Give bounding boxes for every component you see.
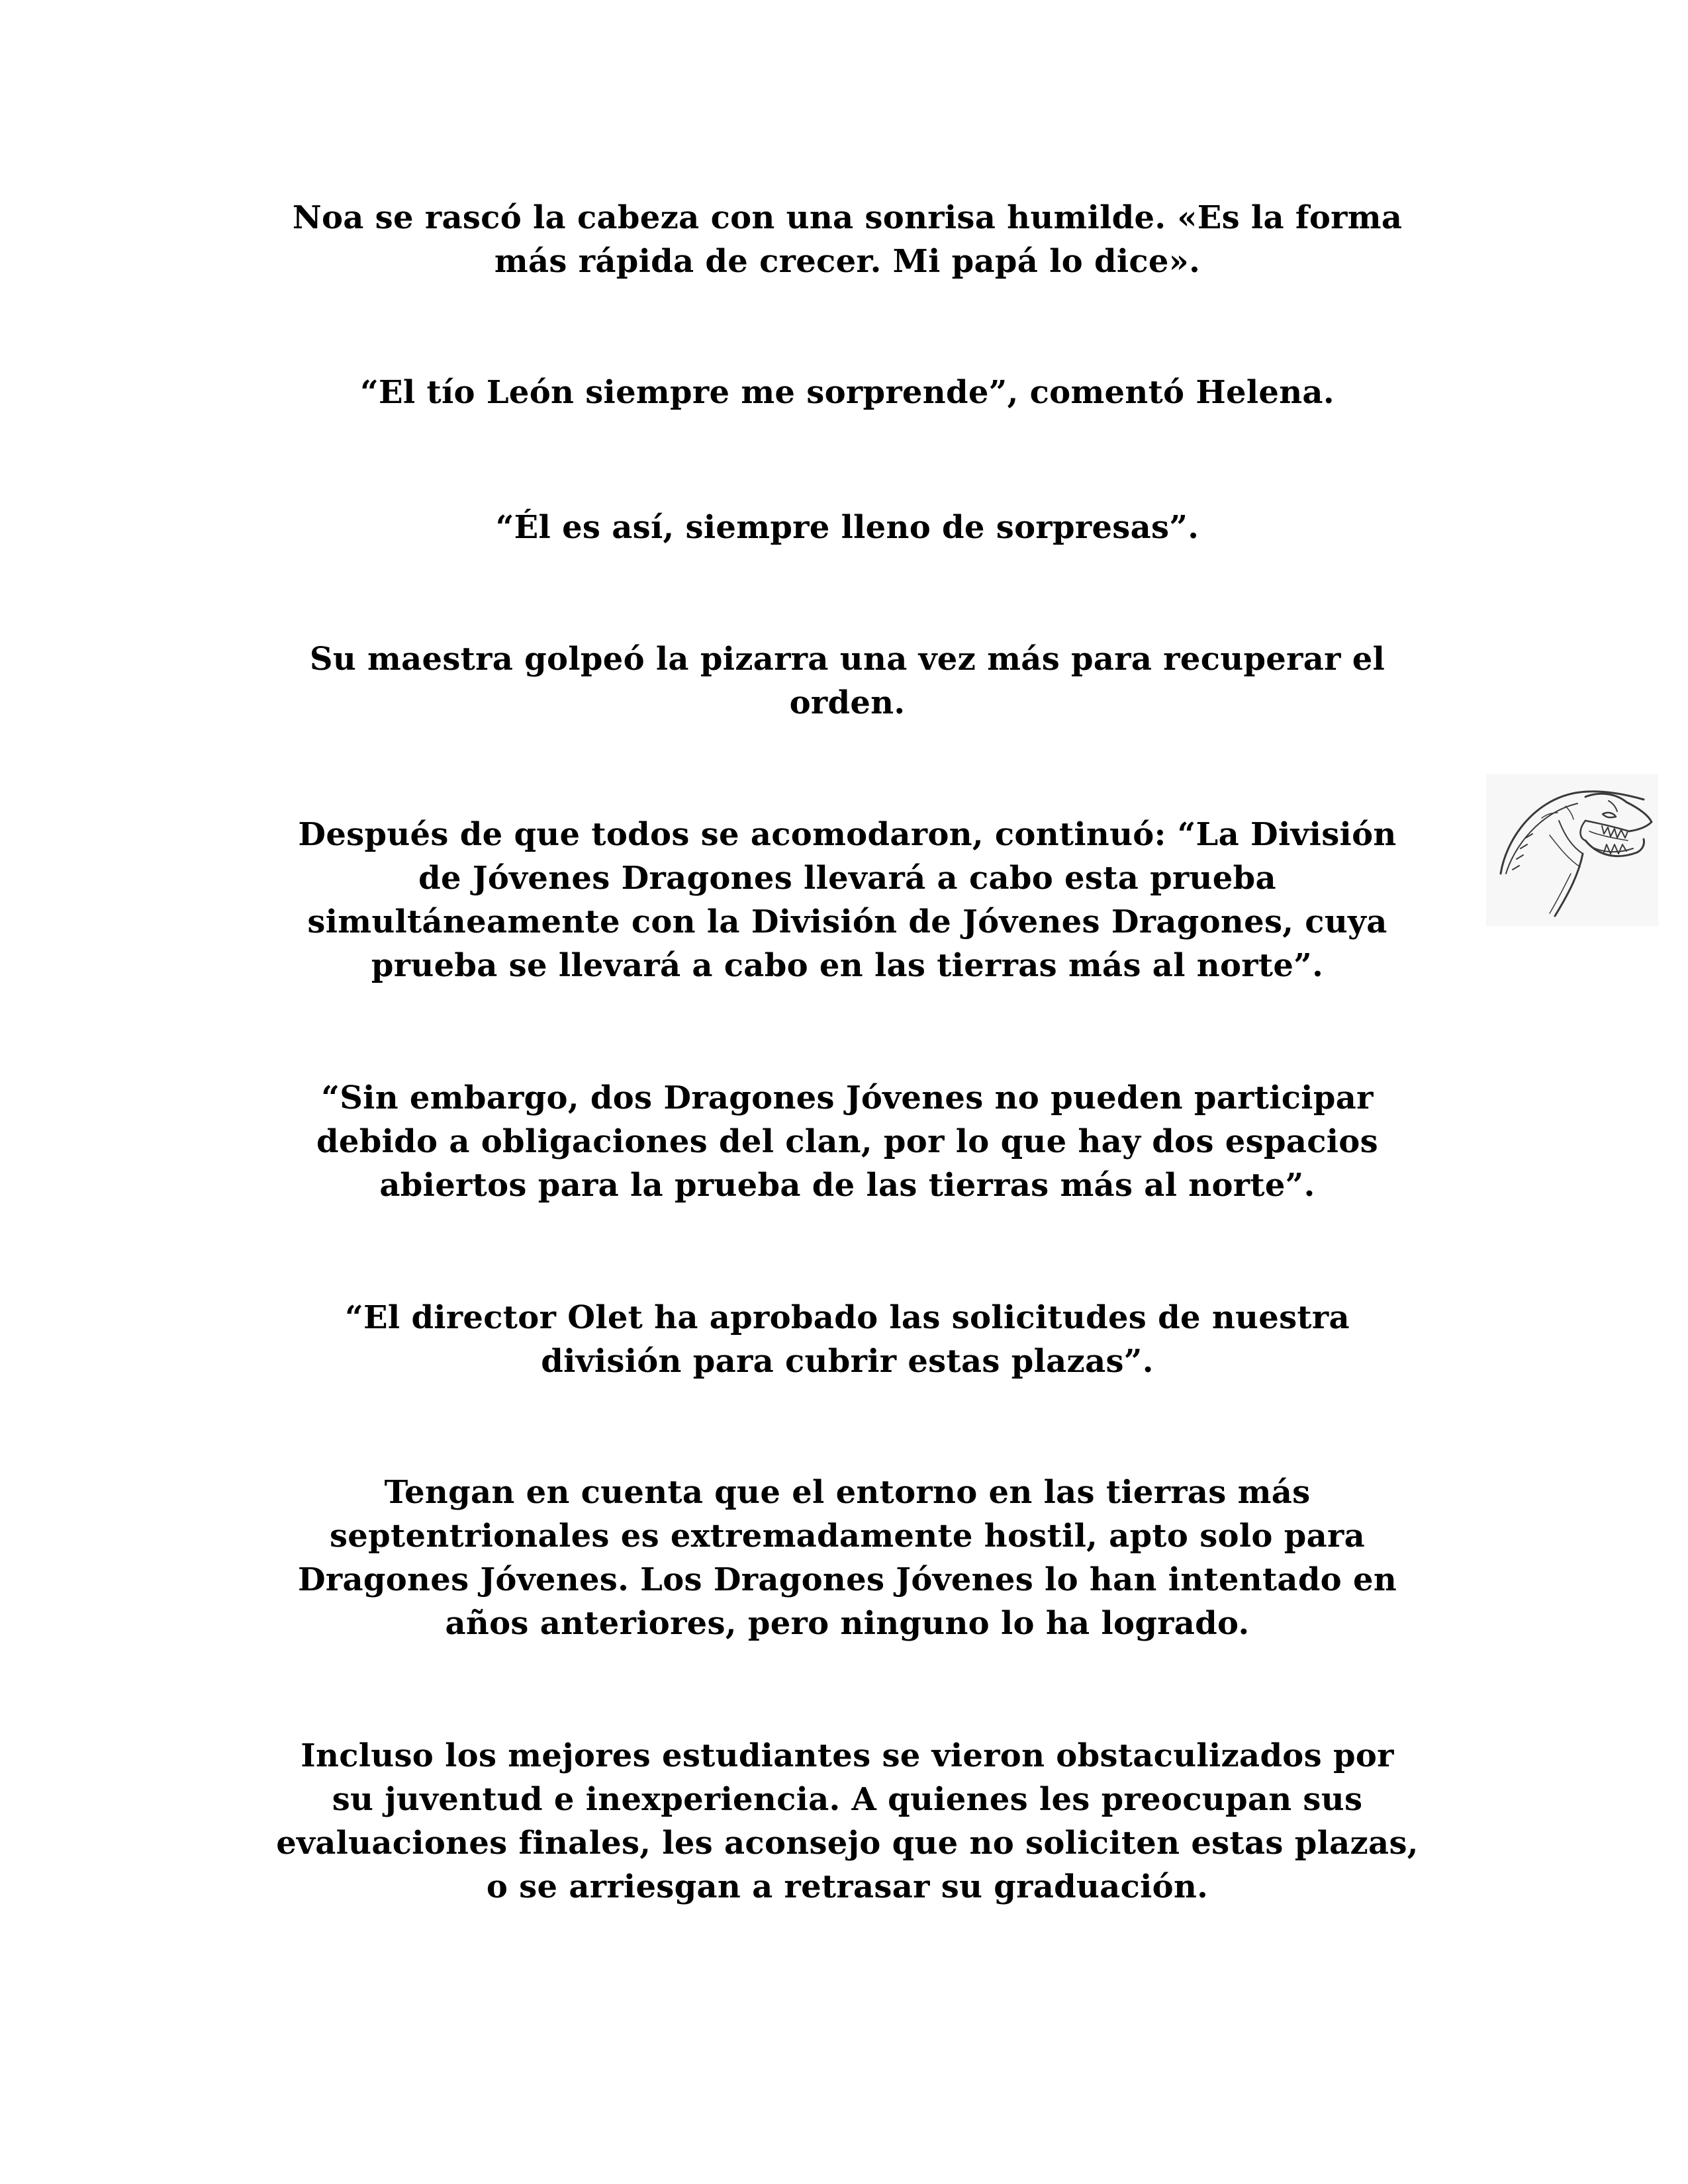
text-line: evaluaciones finales, les aconsejo que no soliciten estas plazas, [276, 1825, 1419, 1862]
text-line: Después de que todos se acomodaron, continuó: “La División [298, 816, 1397, 853]
paragraph-5 [218, 813, 1476, 987]
text-line: “El tío León siempre me sorprende”, comentó Helena. [360, 374, 1335, 411]
text-line: simultáneamente con la División de Jóvenes Dragones, cuya [307, 903, 1387, 940]
text-line: Su maestra golpeó la pizarra una vez más para recuperar el [309, 641, 1385, 678]
text-line: de Jóvenes Dragones llevará a cabo esta prueba [418, 860, 1276, 897]
paragraph-1 [218, 196, 1476, 283]
text-line: prueba se llevará a cabo en las tierras más al norte”. [371, 947, 1324, 984]
paragraph-4 [218, 637, 1476, 725]
paragraph-9 [218, 1734, 1476, 1909]
dragon-head-sketch-icon [1486, 774, 1658, 927]
text-line: o se arriesgan a retrasar su graduación. [486, 1868, 1209, 1905]
text-line: debido a obligaciones del clan, por lo que hay dos espacios [316, 1123, 1378, 1160]
text-line: “El director Olet ha aprobado las solicitudes de nuestra [345, 1299, 1350, 1336]
text-line: Incluso los mejores estudiantes se vieron obstaculizados por [301, 1737, 1394, 1774]
text-line: “Sin embargo, dos Dragones Jóvenes no pueden participar [321, 1079, 1374, 1116]
text-line: años anteriores, pero ninguno lo ha logrado. [445, 1605, 1250, 1642]
text-line: “Él es así, siempre lleno de sorpresas”. [495, 509, 1199, 546]
paragraph-2 [218, 371, 1476, 414]
text-line: Dragones Jóvenes. Los Dragones Jóvenes lo han intentado en [297, 1561, 1397, 1598]
text-line: división para cubrir estas plazas”. [541, 1343, 1154, 1380]
paragraph-7 [218, 1296, 1476, 1383]
text-line: Noa se rascó la cabeza con una sonrisa humilde. «Es la forma [292, 199, 1403, 236]
text-line: Tengan en cuenta que el entorno en las tierras más [384, 1474, 1311, 1511]
paragraph-3 [218, 506, 1476, 549]
paragraph-6 [218, 1076, 1476, 1207]
text-line: más rápida de crecer. Mi papá lo dice». [494, 243, 1201, 280]
text-line: septentrionales es extremadamente hostil, apto solo para [329, 1518, 1365, 1555]
text-line: su juventud e inexperiencia. A quienes les preocupan sus [332, 1781, 1363, 1818]
text-line: abiertos para la prueba de las tierras más al norte”. [379, 1167, 1315, 1204]
text-line: orden. [789, 684, 906, 721]
paragraph-8 [218, 1471, 1476, 1645]
